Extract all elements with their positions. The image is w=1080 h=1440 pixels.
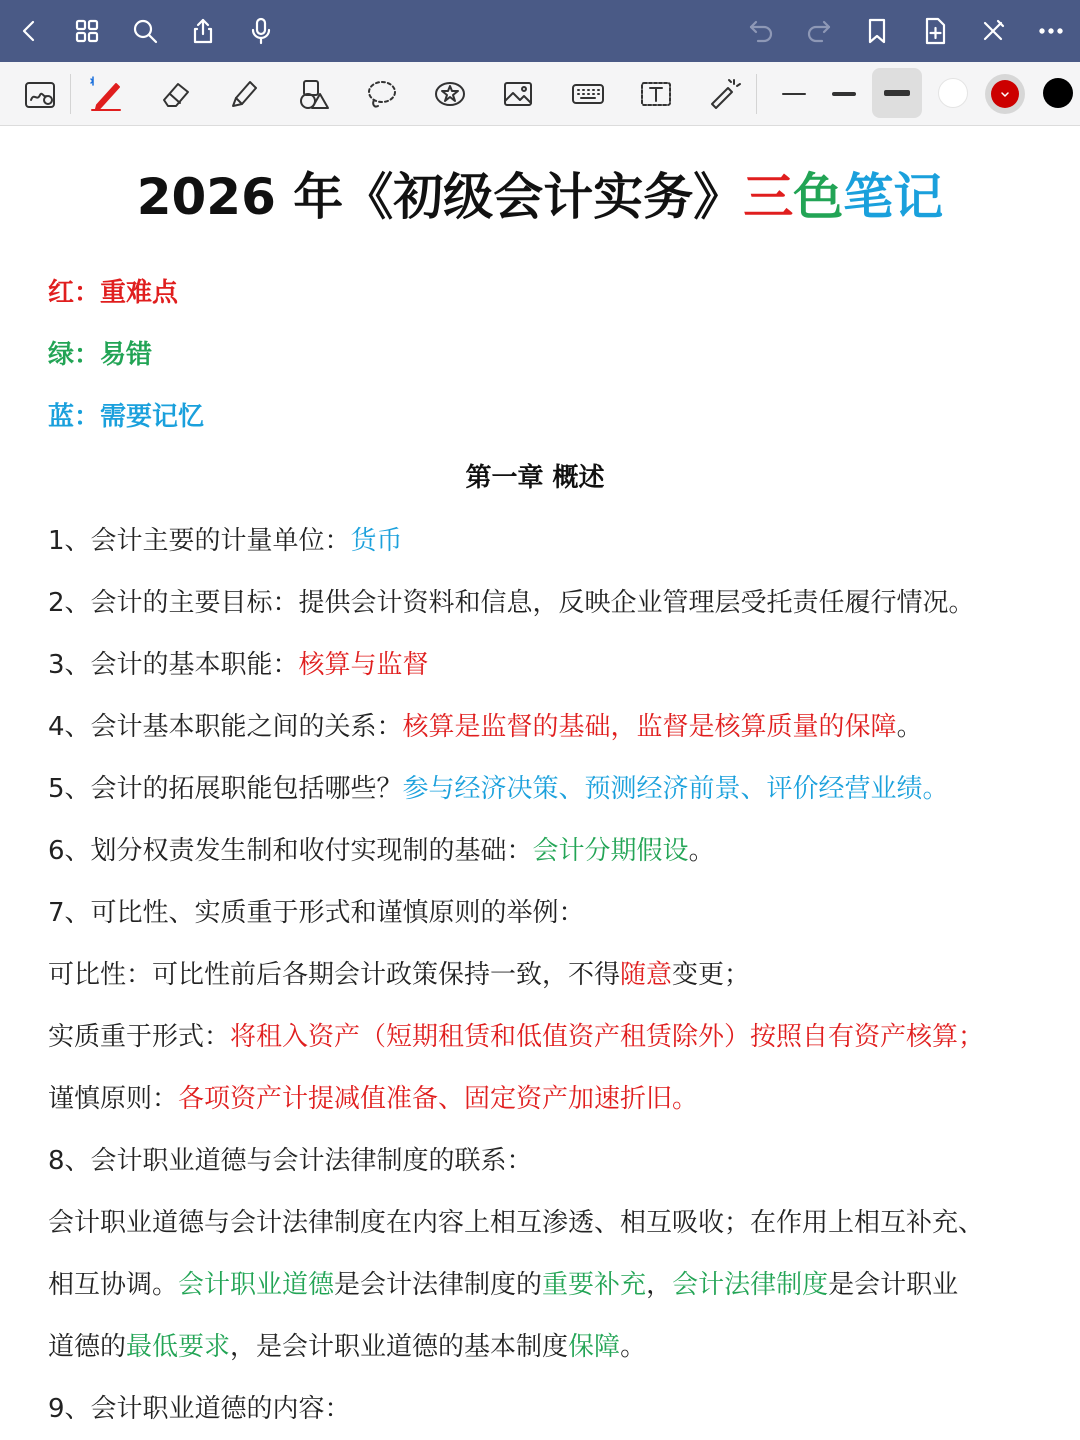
note-text-red: 将租入资产（短期租赁和低值资产租赁除外）按照自有资产核算；: [230, 1022, 985, 1052]
title-char-blue: 笔记: [843, 168, 944, 226]
note-text-red: 各项资产计提减值准备、固定资产加速折旧。: [178, 1084, 699, 1114]
stroke-medium-option[interactable]: [822, 70, 870, 118]
add-page-icon[interactable]: [914, 10, 956, 52]
color-white-swatch[interactable]: [938, 78, 968, 108]
color-black-swatch[interactable]: [1043, 78, 1073, 108]
highlighter-icon[interactable]: [220, 70, 268, 118]
legend-blue: [48, 396, 204, 433]
note-text-green: 会计分期假设: [532, 836, 689, 866]
eraser-icon[interactable]: [152, 70, 200, 118]
toolbar-divider: [70, 74, 71, 114]
grid-view-icon[interactable]: [66, 10, 108, 52]
laser-pointer-icon[interactable]: [700, 70, 748, 118]
note-text-green: 会计法律制度: [672, 1270, 829, 1300]
note-text: 可比性：可比性前后各期会计政策保持一致，不得: [48, 960, 621, 990]
drawing-toolbar: [0, 62, 1080, 126]
legend-green-text: 易错: [100, 340, 153, 370]
note-text-green: 会计职业道德: [178, 1270, 335, 1300]
note-line-7: 7、可比性、实质重于形式和谨慎原则的举例：: [48, 898, 585, 928]
note-text: 5、会计的拓展职能包括哪些？: [48, 774, 403, 804]
back-icon[interactable]: [8, 10, 50, 52]
search-icon[interactable]: [124, 10, 166, 52]
legend-green: [48, 334, 152, 371]
chevron-down-icon: [1000, 90, 1010, 100]
note-line-13: [48, 1264, 958, 1301]
redo-icon[interactable]: [798, 10, 840, 52]
bookmark-icon[interactable]: [856, 10, 898, 52]
title-char-green: 色: [793, 168, 844, 226]
stroke-thin-option[interactable]: [772, 70, 820, 118]
note-line-9: [48, 1016, 984, 1053]
note-text: 道德的: [48, 1332, 127, 1362]
close-edit-icon[interactable]: [972, 10, 1014, 52]
note-line-10: [48, 1078, 698, 1115]
note-text: 是会计法律制度的: [334, 1270, 543, 1300]
note-line-1: [48, 520, 403, 557]
note-text: 1、会计主要的计量单位：: [48, 526, 351, 556]
image-icon[interactable]: [494, 70, 542, 118]
note-text: 是会计职业: [828, 1270, 959, 1300]
note-text-green: 最低要求: [126, 1332, 231, 1362]
stroke-thick-line: [884, 90, 910, 96]
page-title: [0, 157, 1080, 229]
note-line-3: [48, 644, 429, 681]
legend-green-label: 绿：: [48, 340, 101, 370]
legend-red-label: 红：: [48, 278, 101, 308]
note-text-red: 核算是监督的基础，监督是核算质量的保障: [402, 712, 897, 742]
note-text-red: 核算与监督: [298, 650, 429, 680]
note-text: 。: [688, 836, 715, 866]
color-red-swatch[interactable]: [985, 74, 1025, 114]
note-line-8: [48, 954, 750, 991]
legend-blue-label: 蓝：: [48, 402, 101, 432]
note-line-11: 8、会计职业道德与会计法律制度的联系：: [48, 1146, 533, 1176]
lasso-ocr-icon[interactable]: [16, 70, 64, 118]
note-text: 。: [896, 712, 923, 742]
pen-icon[interactable]: [82, 70, 130, 118]
note-text: ，是会计职业道德的基本制度: [230, 1332, 569, 1362]
stroke-thin-line: [782, 93, 806, 95]
lasso-icon[interactable]: [358, 70, 406, 118]
note-line-15: 9、会计职业道德的内容：: [48, 1394, 351, 1424]
note-text-green: 重要补充: [542, 1270, 647, 1300]
note-line-14: [48, 1326, 646, 1363]
note-text: 谨慎原则：: [48, 1084, 179, 1114]
note-line-6: [48, 830, 715, 867]
keyboard-icon[interactable]: [564, 70, 612, 118]
legend-blue-text: 需要记忆: [100, 402, 205, 432]
share-icon[interactable]: [182, 10, 224, 52]
undo-icon[interactable]: [740, 10, 782, 52]
shapes-icon[interactable]: [290, 70, 338, 118]
title-main: 2026 年《初级会计实务》: [136, 168, 744, 226]
note-text-green: 保障: [568, 1332, 621, 1362]
note-text: 6、划分权责发生制和收付实现制的基础：: [48, 836, 533, 866]
text-box-icon[interactable]: [632, 70, 680, 118]
microphone-icon[interactable]: [240, 10, 282, 52]
stroke-medium-line: [832, 92, 856, 96]
legend-red-text: 重难点: [100, 278, 179, 308]
note-line-5: [48, 768, 949, 805]
top-nav-bar: [0, 0, 1080, 62]
note-text-blue: 货币: [350, 526, 403, 556]
note-text: 。: [620, 1332, 647, 1362]
note-text: ，: [646, 1270, 673, 1300]
sticker-icon[interactable]: [426, 70, 474, 118]
note-text: 4、会计基本职能之间的关系：: [48, 712, 403, 742]
note-text-red: 随意: [620, 960, 673, 990]
toolbar-divider: [756, 74, 757, 114]
stroke-thick-option[interactable]: [872, 68, 922, 118]
title-char-red: 三: [743, 168, 794, 226]
note-text: 相互协调。: [48, 1270, 179, 1300]
note-text: 3、会计的基本职能：: [48, 650, 299, 680]
more-options-icon[interactable]: [1030, 10, 1072, 52]
note-line-12: 会计职业道德与会计法律制度在内容上相互渗透、相互吸收；在作用上相互补充、: [48, 1208, 985, 1238]
note-line-4: [48, 706, 923, 743]
chapter-heading: 第一章 概述: [465, 463, 605, 493]
legend-red: [48, 272, 178, 309]
note-text: 实质重于形式：: [48, 1022, 231, 1052]
note-line-2: 2、会计的主要目标：提供会计资料和信息，反映企业管理层受托责任履行情况。: [48, 588, 975, 618]
note-text: 变更；: [672, 960, 751, 990]
note-text-blue: 参与经济决策、预测经济前景、评价经营业绩。: [402, 774, 949, 804]
